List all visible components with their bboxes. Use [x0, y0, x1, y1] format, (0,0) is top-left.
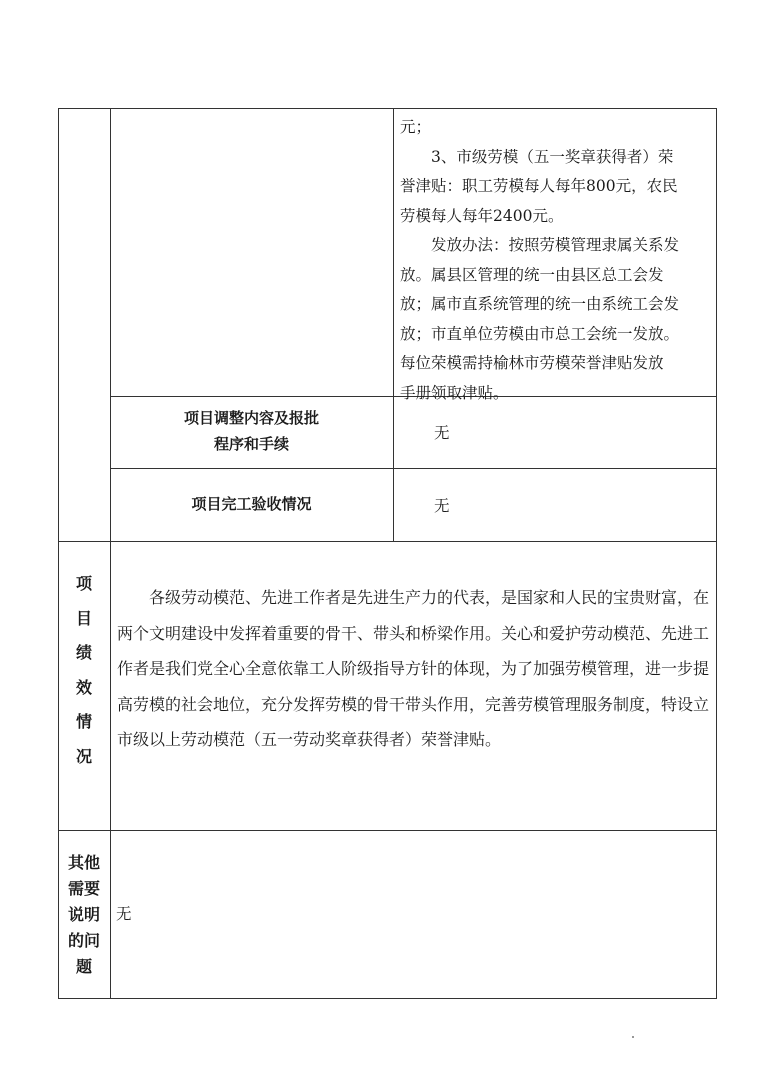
other-label-line: 需要 [67, 879, 100, 898]
performance-label-char: 绩 [75, 643, 92, 662]
value-column-divider [393, 108, 394, 541]
other-value: 无 [116, 905, 132, 923]
budget-line: 放。属县区管理的统一由县区总工会发 [400, 265, 664, 284]
other-label-line: 说明 [67, 905, 100, 924]
budget-line: 手册领取津贴。 [400, 383, 509, 402]
adjustment-value: 无 [434, 424, 450, 442]
budget-line: 3、市级劳模（五一奖章获得者）荣 [400, 147, 674, 166]
label-column-divider [110, 108, 111, 998]
adjustment-label-line: 程序和手续 [213, 435, 289, 453]
other-label-line: 题 [75, 957, 92, 976]
other-label-line: 其他 [67, 853, 100, 872]
table-bottom-border [58, 998, 717, 999]
acceptance-value: 无 [434, 497, 450, 515]
budget-line: 放；市直单位劳模由市总工会统一发放。 [400, 324, 680, 343]
row-divider-acceptance [58, 541, 717, 542]
other-label [58, 850, 110, 980]
performance-label-char: 目 [75, 608, 92, 628]
adjustment-label [110, 405, 393, 457]
scan-speck [632, 1036, 634, 1038]
performance-label [58, 567, 110, 774]
row-divider-adjustment [110, 468, 717, 469]
performance-label-char: 效 [75, 677, 92, 697]
performance-label-char: 项 [75, 574, 92, 593]
budget-line: 每位荣模需持榆林市劳模荣誉津贴发放 [400, 354, 664, 372]
other-label-line: 的问 [67, 931, 100, 950]
budget-line: 誉津贴：职工劳模每人每年800元，农民 [400, 177, 678, 195]
row-divider-performance [58, 830, 717, 831]
table-right-border [716, 108, 717, 998]
performance-label-char: 情 [75, 712, 92, 731]
performance-text: 各级劳动模范、先进工作者是先进生产力的代表，是国家和人民的宝贵财富，在两个文明建设中发挥着重要的骨干、带头和桥梁作用。关心和爱护劳动模范、先进工作者是我们党全心全意依靠工人阶级指导方针的体现，为了加强劳模管理，进一步提高劳模的社会地位，充分发挥劳模的骨干带头作用，完善劳模管理服务制度，特设立市级以上劳动模范（五一劳动奖章获得者）荣誉津贴。 [117, 588, 710, 749]
adjustment-label-line: 项目调整内容及报批 [183, 409, 319, 427]
acceptance-label: 项目完工验收情况 [191, 495, 312, 513]
budget-line: 发放办法：按照劳模管理隶属关系发 [400, 236, 680, 254]
performance-label-char: 况 [75, 746, 92, 766]
budget-line: 劳模每人每年2400元。 [400, 206, 564, 225]
budget-line: 元； [400, 118, 432, 136]
table-top-border [58, 108, 717, 109]
budget-line: 放；属市直系统管理的统一由系统工会发 [400, 295, 680, 313]
budget-text [400, 113, 712, 408]
